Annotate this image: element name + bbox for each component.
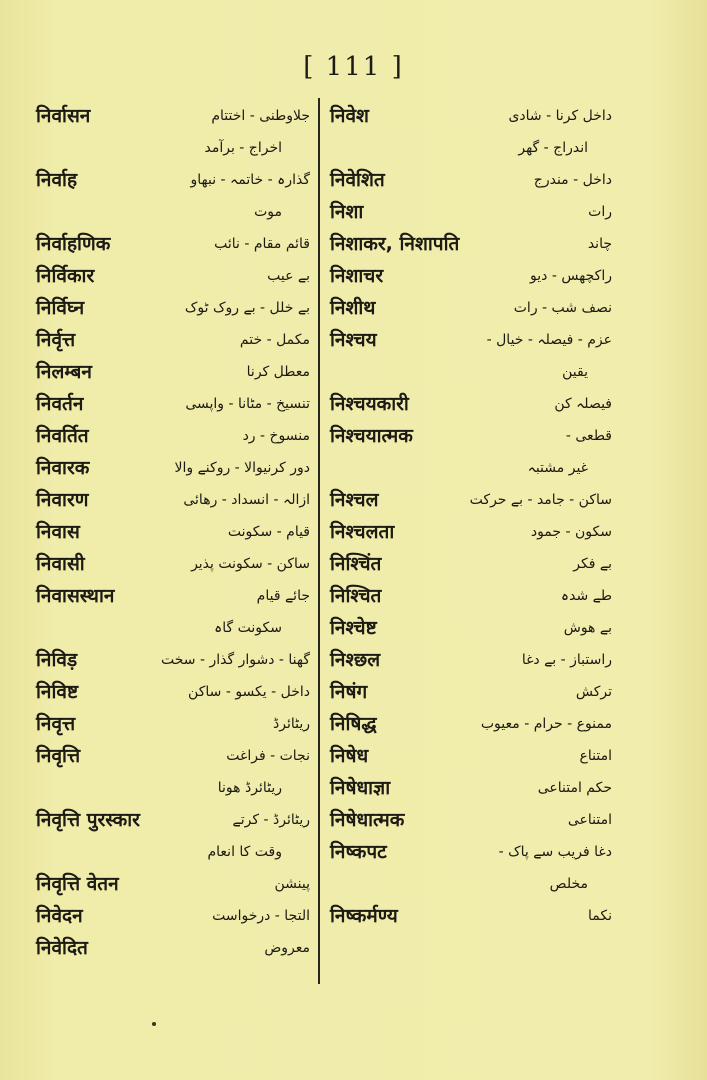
entry-meaning: دور کرنیوالا - روکنے والا bbox=[174, 460, 310, 476]
dictionary-entry bbox=[330, 548, 612, 580]
dictionary-entry bbox=[36, 164, 310, 228]
dictionary-entry bbox=[36, 868, 310, 900]
entry-headword: निश्चित bbox=[330, 585, 382, 607]
entry-headword: निषेध bbox=[330, 745, 369, 767]
dictionary-entry bbox=[36, 356, 310, 388]
entry-meaning-continued: اخراج - برآمد bbox=[204, 140, 282, 156]
entry-headword: निश्चय bbox=[330, 329, 377, 351]
entry-headword: निवेशित bbox=[330, 169, 385, 191]
dictionary-entry bbox=[36, 388, 310, 420]
entry-meaning: حکم امتناعی bbox=[537, 780, 612, 796]
entry-headword: निशीथ bbox=[330, 297, 376, 319]
entry-meaning: بے فکر bbox=[573, 556, 612, 572]
entry-meaning: مکمل - ختم bbox=[239, 332, 310, 348]
entry-headword: निश्छल bbox=[330, 649, 381, 671]
dictionary-entry bbox=[36, 932, 310, 964]
entry-meaning: ریٹائرڈ - کرتے bbox=[232, 812, 310, 828]
dictionary-entry bbox=[330, 516, 612, 548]
entry-meaning-continued: اندراج - گھر bbox=[518, 140, 588, 156]
dictionary-entry bbox=[330, 324, 612, 388]
entry-meaning: امتناع bbox=[579, 748, 612, 764]
entry-headword: निवर्तित bbox=[36, 425, 89, 447]
dictionary-entry bbox=[330, 164, 612, 196]
entry-headword: निवृत्ति पुरस्कार bbox=[36, 809, 140, 831]
entry-meaning: التجا - درخواست bbox=[212, 908, 310, 924]
entry-meaning: بے ھوش bbox=[563, 620, 612, 636]
page-number: [ 111 ] bbox=[303, 52, 404, 82]
entry-headword: निशाकर, निशापति bbox=[330, 233, 460, 255]
dictionary-entry bbox=[36, 548, 310, 580]
entry-headword: निर्वृत्त bbox=[36, 329, 76, 351]
entry-headword: निषिद्ध bbox=[330, 713, 377, 735]
entry-meaning: ریٹائرڈ bbox=[272, 716, 310, 732]
entry-meaning: فیصلہ کن bbox=[554, 396, 612, 412]
entry-meaning: ساکن - سکونت پذیر bbox=[191, 556, 310, 572]
entry-meaning: معروض bbox=[264, 940, 310, 956]
entry-meaning-continued: وقت کا انعام bbox=[207, 844, 282, 860]
entry-headword: निश्चेष्ट bbox=[330, 617, 377, 639]
ink-dot bbox=[152, 1022, 156, 1026]
entry-meaning: بے عیب bbox=[267, 268, 310, 284]
dictionary-entry bbox=[36, 228, 310, 260]
entry-meaning: قائم مقام - نائب bbox=[214, 236, 310, 252]
entry-headword: निवेदन bbox=[36, 905, 83, 927]
entry-meaning: عزم - فیصلہ - خیال - bbox=[486, 332, 612, 348]
entry-meaning: گذارہ - خاتمہ - نبھاو bbox=[190, 172, 310, 188]
entry-meaning-continued: مخلص bbox=[549, 876, 588, 892]
entry-meaning: گھنا - دشوار گذار - سخت bbox=[161, 652, 310, 668]
entry-meaning: داخل کرنا - شادی bbox=[508, 108, 612, 124]
dictionary-entry bbox=[330, 260, 612, 292]
entry-headword: निवासस्थान bbox=[36, 585, 115, 607]
column-divider bbox=[318, 98, 320, 984]
dictionary-entry bbox=[36, 100, 310, 164]
right-column bbox=[330, 100, 612, 932]
entry-headword: निविष्ट bbox=[36, 681, 79, 703]
entry-headword: निश्चयात्मक bbox=[330, 425, 413, 447]
entry-headword: निर्विघ्न bbox=[36, 297, 85, 319]
entry-headword: निर्वाह bbox=[36, 169, 78, 191]
entry-meaning: نکما bbox=[588, 908, 612, 924]
dictionary-entry bbox=[330, 100, 612, 164]
dictionary-entry bbox=[330, 484, 612, 516]
entry-headword: निलम्बन bbox=[36, 361, 92, 383]
entry-headword: निश्चिंत bbox=[330, 553, 382, 575]
entry-meaning: سکون - جمود bbox=[530, 524, 612, 540]
entry-meaning-continued: موت bbox=[254, 204, 282, 220]
dictionary-entry bbox=[36, 804, 310, 868]
entry-headword: निवासी bbox=[36, 553, 85, 575]
entry-meaning-continued: سکونت گاہ bbox=[214, 620, 282, 636]
entry-headword: निविड़ bbox=[36, 649, 78, 671]
dictionary-entry bbox=[330, 228, 612, 260]
entry-meaning: بے خلل - بے روک ٹوک bbox=[184, 300, 310, 316]
dictionary-entry bbox=[36, 708, 310, 740]
entry-headword: निष्कर्मण्य bbox=[330, 905, 398, 927]
entry-headword: निष्कपट bbox=[330, 841, 387, 863]
entry-meaning: ساکن - جامد - بے حرکت bbox=[469, 492, 612, 508]
entry-headword: निवारक bbox=[36, 457, 90, 479]
entry-headword: निवेदित bbox=[36, 937, 88, 959]
dictionary-entry bbox=[36, 644, 310, 676]
entry-meaning: چاند bbox=[587, 236, 612, 252]
entry-meaning: منسوخ - رد bbox=[242, 428, 310, 444]
dictionary-entry bbox=[330, 420, 612, 484]
entry-headword: निवृत्त bbox=[36, 713, 76, 735]
entry-headword: निर्वाहणिक bbox=[36, 233, 111, 255]
entry-meaning: طے شدہ bbox=[560, 588, 612, 604]
dictionary-entry bbox=[330, 772, 612, 804]
entry-meaning: قیام - سکونت bbox=[227, 524, 310, 540]
entry-meaning: ترکش bbox=[575, 684, 612, 700]
dictionary-entry bbox=[36, 580, 310, 644]
entry-headword: निशा bbox=[330, 201, 364, 223]
dictionary-entry bbox=[330, 388, 612, 420]
entry-meaning-continued: غیر مشتبہ bbox=[527, 460, 588, 476]
entry-meaning: امتناعی bbox=[567, 812, 612, 828]
left-column bbox=[36, 100, 310, 964]
entry-meaning: قطعی - bbox=[565, 428, 612, 444]
entry-meaning: داخل - مندرج bbox=[533, 172, 612, 188]
entry-headword: निवृत्ति वेतन bbox=[36, 873, 119, 895]
entry-meaning: جائے قیام bbox=[256, 588, 310, 604]
dictionary-entry bbox=[36, 452, 310, 484]
dictionary-entry bbox=[36, 324, 310, 356]
dictionary-entry bbox=[330, 676, 612, 708]
entry-meaning: رات bbox=[588, 204, 612, 220]
entry-headword: निषेधात्मक bbox=[330, 809, 405, 831]
dictionary-entry bbox=[330, 740, 612, 772]
dictionary-entry bbox=[330, 196, 612, 228]
dictionary-entry bbox=[36, 900, 310, 932]
entry-headword: निवेश bbox=[330, 105, 369, 127]
entry-meaning-continued: یقین bbox=[562, 364, 588, 380]
entry-headword: निश्चलता bbox=[330, 521, 395, 543]
entry-meaning: راستباز - بے دغا bbox=[521, 652, 612, 668]
entry-headword: निवारण bbox=[36, 489, 89, 511]
entry-meaning: جلاوطنی - اختتام bbox=[211, 108, 310, 124]
dictionary-entry bbox=[36, 420, 310, 452]
entry-meaning-continued: ریٹائرڈ ھونا bbox=[217, 780, 282, 796]
dictionary-entry bbox=[330, 580, 612, 612]
dictionary-entry bbox=[330, 708, 612, 740]
entry-meaning: معطل کرنا bbox=[246, 364, 310, 380]
dictionary-entry bbox=[330, 836, 612, 900]
dictionary-entry bbox=[330, 644, 612, 676]
dictionary-entry bbox=[330, 292, 612, 324]
entry-meaning: ممنوع - حرام - معیوب bbox=[480, 716, 612, 732]
entry-headword: निवर्तन bbox=[36, 393, 84, 415]
entry-headword: निवास bbox=[36, 521, 80, 543]
entry-headword: निश्चल bbox=[330, 489, 379, 511]
dictionary-entry bbox=[330, 804, 612, 836]
entry-meaning: داخل - یکسو - ساکن bbox=[188, 684, 310, 700]
entry-headword: निवृत्ति bbox=[36, 745, 81, 767]
dictionary-entry bbox=[36, 484, 310, 516]
entry-meaning: نجات - فراغت bbox=[226, 748, 310, 764]
dictionary-entry bbox=[36, 292, 310, 324]
entry-headword: निर्विकार bbox=[36, 265, 95, 287]
entry-headword: निर्वासन bbox=[36, 105, 91, 127]
dictionary-entry bbox=[36, 260, 310, 292]
entry-meaning: پینشن bbox=[274, 876, 310, 892]
dictionary-entry bbox=[36, 676, 310, 708]
dictionary-entry bbox=[330, 612, 612, 644]
dictionary-entry bbox=[36, 740, 310, 804]
dictionary-entry bbox=[36, 516, 310, 548]
entry-meaning: راکچھس - دیو bbox=[530, 268, 612, 284]
entry-headword: निषेधाज्ञा bbox=[330, 777, 391, 799]
entry-meaning: ازالہ - انسداد - رھائی bbox=[183, 492, 310, 508]
entry-meaning: نصف شب - رات bbox=[513, 300, 612, 316]
entry-headword: निश्चयकारी bbox=[330, 393, 409, 415]
dictionary-entry bbox=[330, 900, 612, 932]
entry-meaning: تنسیخ - مٹانا - واپسی bbox=[185, 396, 310, 412]
entry-headword: निषंग bbox=[330, 681, 368, 703]
entry-headword: निशाचर bbox=[330, 265, 384, 287]
entry-meaning: دغا فریب سے پاک - bbox=[498, 844, 612, 860]
